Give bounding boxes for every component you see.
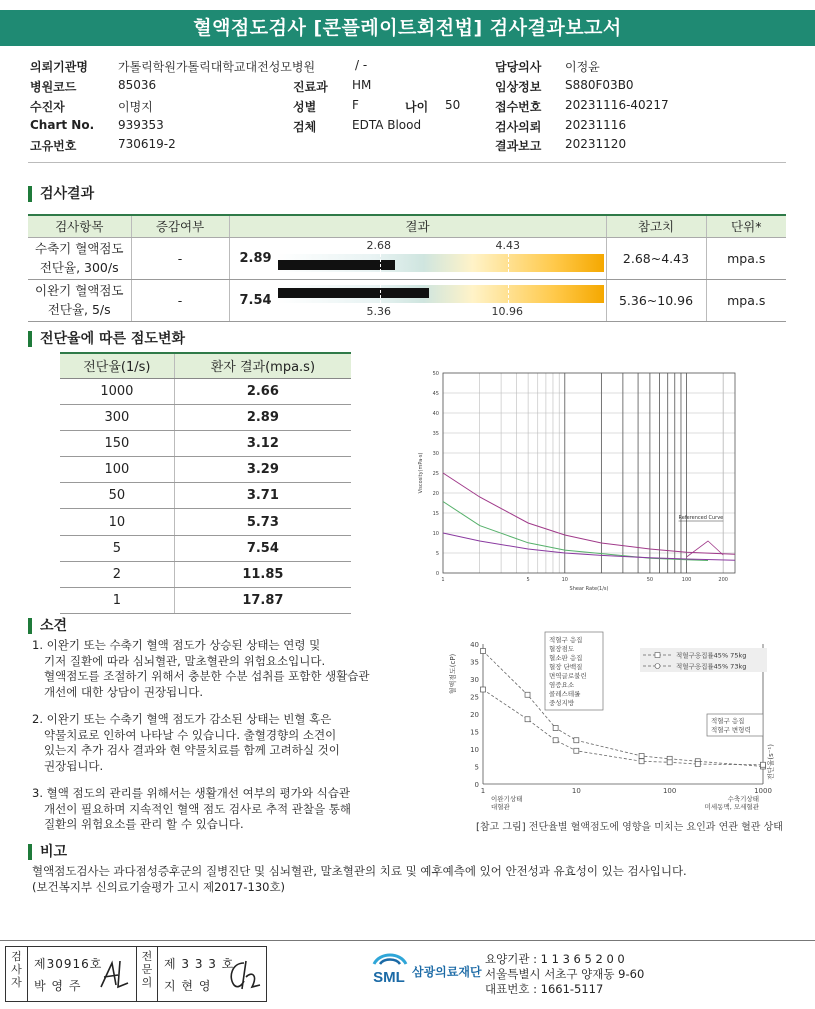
factor-label: 면역글로불린 [549,672,587,680]
ref-low-label: 2.68 [366,238,391,252]
patient-viscosity: 5.73 [174,509,351,535]
y-tick-label: 20 [470,711,479,719]
shear-rate: 5 [60,535,174,561]
y-tick-label: 5 [474,763,479,772]
high-marker [508,254,509,272]
factor-label: 중성지방 [549,699,575,707]
opinion-paragraph-1: 1. 이완기 또는 수축기 혈액 점도가 상승된 상태는 연령 및 기저 질환에 따라 심뇌혈관, 말초혈관의 위험요소입니다. 혈액점도를 조절하기 위해서 충분한 수분 섭취를 포함한 생활습관 개선에 대한 상담이 권장됩니다. [32,638,370,699]
y-tick-label: 30 [470,676,479,684]
tester-name: 박 영 주 [34,979,82,993]
reference-series-point [667,760,672,765]
factor-label: 염증요소 [549,681,575,689]
factor-label: 혈소판 응집 [549,654,583,662]
x-tick-label: 5 [526,577,530,583]
y-tick-label: 0 [435,571,439,577]
patient-viscosity: 3.12 [174,430,351,456]
opinion-section-title: 소견 [28,618,67,634]
legend-marker [655,664,660,669]
col-header: 단위* [706,215,786,237]
reference-series-point [525,692,530,697]
org-name: 삼광의료재단 [412,965,482,979]
unit: mpa.s [706,279,786,321]
shear-rate: 150 [60,430,174,456]
shear-rate: 300 [60,404,174,430]
col-header: 결과 [229,215,606,237]
tester-signature [98,957,132,993]
divider [28,162,786,163]
results-table [28,214,786,322]
reference-series-point [481,687,486,692]
ref-low-label: 5.36 [366,304,391,318]
y-tick-label: 35 [432,431,439,437]
y-tick-label: 15 [470,728,479,737]
table-row [28,279,786,321]
x-tick-label: 1 [441,577,445,583]
factor-label: 혈장 단백질 [549,663,583,671]
result-value: 2.89 [239,250,272,266]
y-tick-label: 50 [432,371,439,377]
shear-rate: 1000 [60,378,174,404]
table-row [60,509,351,535]
note-section-title: 비고 [28,844,67,860]
y2-axis-label: 전단율(s⁻¹) [767,744,775,780]
lower-reference-curve [443,533,735,560]
note-text: 혈액점도검사는 과다점성증후군의 질병진단 및 심뇌혈관, 말초혈관의 치료 및 예후예측에 있어 안전성과 유효성이 있는 검사입니다. (보건복지부 신의료기술평가 고시 제2017-130호) [32,864,687,894]
shear-rate: 50 [60,483,174,509]
opinion-paragraph-3: 3. 혈액 점도의 관리를 위해서는 생활개선 여부의 평가와 식습관 개선이 필요하며 지속적인 혈액 점도 검사로 추적 관찰을 통해 질환의 위험요소를 관리 할 수 있습니다. [32,786,351,831]
result-bar [278,260,395,270]
x-tick-label: 50 [646,577,654,583]
shear-rate: 1 [60,588,174,614]
result-bar-cell [229,237,606,279]
x-right-sublabel: 미세동맥, 모세혈관 [704,803,759,811]
result-value: 7.54 [239,292,272,308]
y-tick-label: 45 [432,391,439,397]
org-address: 요양기관 : 1 1 3 6 5 2 0 0 서울특별시 서초구 양재동 9-60 대표번호 : 1661-5117 [485,952,645,996]
factor-label: 적혈구 응집 [549,636,583,644]
result-bar-cell [229,279,606,321]
y-tick-label: 40 [432,411,439,417]
ref-high-label: 10.96 [491,304,523,318]
col-header: 증감여부 [131,215,229,237]
low-marker [380,285,381,303]
y-tick-label: 5 [435,551,439,557]
y-tick-label: 0 [474,781,479,789]
reference-series-point [481,649,486,654]
rbc-label: 적혈구 응집 [711,717,745,725]
col-header: 전단율(1/s) [60,353,174,378]
table-row [28,237,786,279]
y-axis-label: Viscosity(mPa·s) [418,452,424,494]
patient-curve [443,502,708,561]
reference-series-point [639,759,644,764]
x-tick-label: 1000 [754,787,772,795]
table-row [60,430,351,456]
shear-table [60,352,351,614]
reference-curve-label: Referenced Curve [678,515,724,521]
reference-series-point [553,738,558,743]
test-item: 수축기 혈액점도 전단율, 300/s [28,237,131,279]
y-tick-label: 25 [432,471,439,477]
reference-series-point [695,762,700,767]
y-tick-label: 20 [432,491,439,497]
opinion-paragraph-2: 2. 이완기 또는 수축기 혈액 점도가 감소된 상태는 빈혈 혹은 약물치료로 인하여 나타날 수 있습니다. 출혈경향의 소견이 있는지 추가 검사 결과와 현 약물치료를 함께 고려하실 것이 권장됩니다. [32,712,340,773]
table-row [60,588,351,614]
reference-figure [445,630,785,818]
x-tick-label: 10 [561,577,568,583]
reference-series-point [574,738,579,743]
result-bar [278,288,429,298]
patient-viscosity: 2.66 [174,378,351,404]
y-tick-label: 10 [432,531,439,537]
reference-series-point [639,754,644,759]
shear-rate: 100 [60,457,174,483]
figure-caption: [참고 그림] 전단율별 혈액점도에 영향을 미치는 요인과 연관 혈관 상태 [476,822,783,833]
x-tick-label: 1 [480,787,486,795]
reference-series-point [553,726,558,731]
sml-logo-icon [368,950,410,990]
footer-divider [0,940,815,941]
patient-viscosity: 2.89 [174,404,351,430]
specialist-vertical-label: 전 문 의 [136,947,158,1001]
reference-series-point [761,762,766,767]
shear-rate: 10 [60,509,174,535]
legend-label: 적혈구응집률45% 75kg [676,651,747,660]
y-tick-label: 30 [432,451,439,457]
factor-label: 혈장점도 [549,645,575,653]
viscosity-chart [415,367,745,597]
low-marker [380,254,381,272]
x-tick-label: 10 [571,787,581,795]
specialist-license: 제 3 3 3 호 [164,957,235,971]
y-axis-label: 혈액점도(cP) [449,653,457,695]
table-row [60,404,351,430]
ref-high-label: 4.43 [495,238,520,252]
flag: - [131,237,229,279]
x-left-label: 이완기상태 [491,795,523,803]
reference-series-point [574,748,579,753]
col-header: 검사항목 [28,215,131,237]
x-tick-label: 200 [718,577,728,583]
reference-range: 5.36~10.96 [606,279,706,321]
y-tick-label: 25 [470,693,479,702]
patient-viscosity: 3.71 [174,483,351,509]
high-marker [508,285,509,303]
logo-text: SML [373,969,405,986]
legend-label: 적혈구응집률45% 73kg [676,662,747,671]
shear-rate: 2 [60,561,174,587]
y-tick-label: 35 [470,658,479,667]
flag: - [131,279,229,321]
table-row [60,535,351,561]
reference-curve-peak [687,541,724,557]
tester-license: 제30916호 [34,957,103,971]
tester-vertical-label: 검 사 자 [6,947,28,1001]
specialist-name: 지 현 영 [164,979,212,993]
table-row [60,483,351,509]
reference-series-point [525,717,530,722]
x-right-label: 수축기상태 [727,795,759,803]
y-tick-label: 15 [432,511,439,517]
specialist-signature [226,955,264,995]
col-header: 참고치 [606,215,706,237]
results-section-title: 검사결과 [28,186,94,202]
y-tick-label: 10 [470,746,479,754]
x-left-sublabel: 대혈관 [491,803,510,811]
table-row [60,457,351,483]
y-tick-label: 40 [470,641,479,649]
col-header: 환자 결과(mpa.s) [174,353,351,378]
legend-marker [655,653,660,658]
report-title: 혈액점도검사 [콘플레이트회전법] 검사결과보고서 [0,10,815,46]
shear-section-title: 전단율에 따른 점도변화 [28,331,185,347]
chart-grid [443,373,735,573]
patient-viscosity: 17.87 [174,588,351,614]
patient-viscosity: 11.85 [174,561,351,587]
x-axis-label: Shear Rate(1/s) [569,586,609,592]
signature-box [5,946,267,1002]
x-tick-label: 100 [662,787,677,795]
rbc-label: 적혈구 변형력 [711,726,751,734]
patient-viscosity: 7.54 [174,535,351,561]
x-tick-label: 100 [681,577,692,583]
table-row [60,561,351,587]
factor-label: 콜레스테롤 [549,690,581,698]
table-row [60,378,351,404]
test-item: 이완기 혈액점도 전단율, 5/s [28,279,131,321]
unit: mpa.s [706,237,786,279]
reference-range: 2.68~4.43 [606,237,706,279]
patient-viscosity: 3.29 [174,457,351,483]
